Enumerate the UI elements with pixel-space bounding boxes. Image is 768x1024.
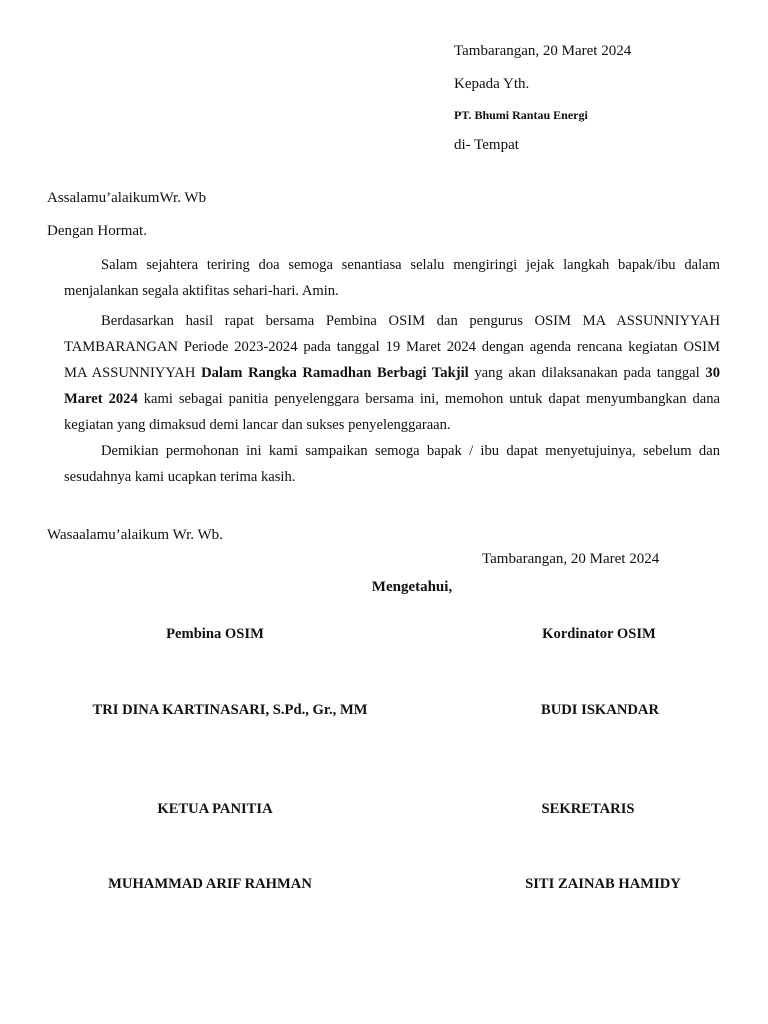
- signer-name-right: BUDI ISKANDAR: [541, 702, 659, 718]
- signer-name-right-2: SITI ZAINAB HAMIDY: [525, 876, 681, 892]
- signer-name-left-2: MUHAMMAD ARIF RAHMAN: [108, 876, 312, 892]
- signer-name-left: TRI DINA KARTINASARI, S.Pd., Gr., MM: [92, 702, 368, 718]
- event-name: Dalam Rangka Ramadhan Berbagi Takjil: [201, 365, 469, 381]
- paragraph-2-text-c: kami sebagai panitia penyelenggara bersama ini, memohon untuk dapat menyumbangkan dana kegiatan yang dimaksud demi lancar dan sukses penyelenggaraan.: [64, 391, 720, 433]
- event-date: 30 Maret 2024: [64, 365, 720, 407]
- signer-role-right: Kordinator OSIM: [542, 626, 656, 642]
- recipient-company: PT. Bhumi Rantau Energi: [454, 108, 588, 122]
- paragraph-3: Demikian permohonan ini kami sampaikan semoga bapak / ibu dapat menyetujuinya, sebelum dan sesudahnya kami ucapkan terima kasih.: [64, 443, 720, 485]
- recipient-location: di- Tempat: [454, 137, 519, 153]
- signer-role-left: Pembina OSIM: [166, 626, 264, 642]
- header-place-date: Tambarangan, 20 Maret 2024: [454, 43, 632, 59]
- paragraph-2-text-a: Berdasarkan hasil rapat bersama Pembina OSIM dan pengurus OSIM MA ASSUNNIYYAH TAMBARANGAN Periode 2023-2024 pada tanggal 19 Maret 2024 dengan agenda rencana kegiatan OSIM MA ASSUNNIYYAH: [64, 313, 720, 381]
- respect-line: Dengan Hormat.: [47, 223, 147, 239]
- recipient-label: Kepada Yth.: [454, 76, 530, 92]
- signer-role-right-2: SEKRETARIS: [541, 801, 635, 817]
- opening-greeting: Assalamu’alaikumWr. Wb: [47, 190, 207, 206]
- acknowledged-label: Mengetahui,: [371, 579, 453, 595]
- paragraph-1: Salam sejahtera teriring doa semoga senantiasa selalu mengiringi jejak langkah bapak/ibu dalam menjalankan segala aktifitas sehari-hari. Amin.: [64, 257, 720, 299]
- signer-role-left-2: KETUA PANITIA: [157, 801, 273, 817]
- paragraph-2-text-b: yang akan dilaksanakan pada tanggal: [468, 365, 706, 381]
- footer-place-date: Tambarangan, 20 Maret 2024: [482, 551, 660, 567]
- closing-greeting: Wasaalamu’alaikum Wr. Wb.: [47, 527, 223, 543]
- paragraph-2: [64, 308, 720, 438]
